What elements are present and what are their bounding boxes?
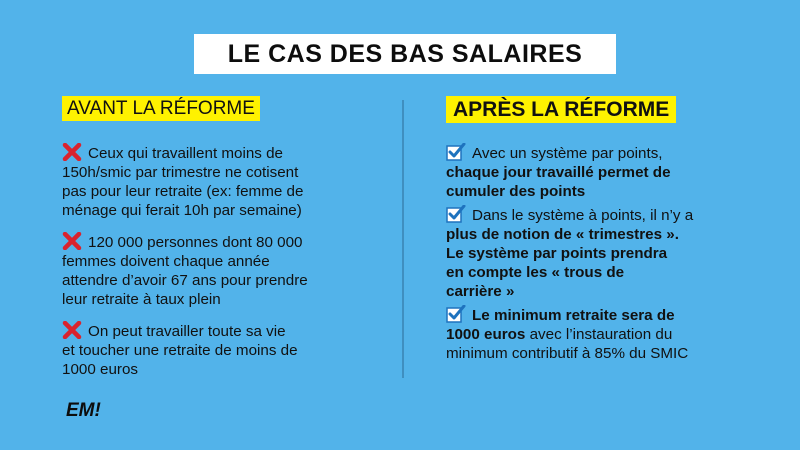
- red-cross-icon: [62, 232, 82, 250]
- page-title: LE CAS DES BAS SALAIRES: [227, 39, 583, 68]
- item-text: Ceux qui travaillent moins de: [88, 145, 284, 162]
- item-text-bold: Le minimum retraite sera de: [472, 307, 675, 324]
- column-divider: [402, 100, 404, 378]
- item-text: et toucher une retraite de moins de: [62, 342, 298, 359]
- item-text-bold: plus de notion de « trimestres ».: [446, 226, 679, 243]
- after-reform-item: [446, 305, 776, 363]
- item-text-bold: 1000 euros: [446, 326, 526, 343]
- em-logo: EM!: [66, 400, 101, 421]
- item-text: femmes doivent chaque année: [62, 253, 270, 270]
- item-text-bold: cumuler des points: [446, 183, 586, 200]
- item-text: attendre d’avoir 67 ans pour prendre: [62, 272, 308, 289]
- blue-checkbox-icon: [446, 143, 466, 161]
- blue-checkbox-icon: [446, 205, 466, 223]
- item-text-bold: Le système par points prendra: [446, 245, 668, 262]
- before-reform-item: [62, 232, 382, 309]
- item-text: pas pour leur retraite (ex: femme de: [62, 183, 304, 200]
- before-reform-column: [62, 96, 382, 379]
- item-text: 150h/smic par trimestre ne cotisent: [62, 164, 299, 181]
- after-reform-list: [446, 143, 776, 363]
- after-reform-column: [446, 96, 776, 363]
- after-reform-item: [446, 205, 776, 301]
- item-text: Avec un système par points,: [472, 145, 663, 162]
- red-cross-icon: [62, 321, 82, 339]
- item-text: 1000 euros: [62, 361, 138, 378]
- red-cross-icon: [62, 143, 82, 161]
- before-reform-heading: AVANT LA RÉFORME: [62, 96, 260, 121]
- item-text-bold: en compte les « trous de: [446, 264, 625, 281]
- item-text: minimum contributif à 85% du SMIC: [446, 345, 689, 362]
- after-reform-heading: APRÈS LA RÉFORME: [446, 96, 676, 123]
- item-text: On peut travailler toute sa vie: [88, 323, 286, 340]
- title-banner: [194, 34, 616, 74]
- item-text: 120 000 personnes dont 80 000: [88, 234, 303, 251]
- after-reform-item: [446, 143, 776, 201]
- item-text: ménage qui ferait 10h par semaine): [62, 202, 302, 219]
- item-text-bold: carrière »: [446, 283, 515, 300]
- item-text-bold: chaque jour travaillé permet de: [446, 164, 671, 181]
- item-text: avec l’instauration du: [525, 326, 673, 343]
- blue-checkbox-icon: [446, 305, 466, 323]
- item-text: Dans le système à points, il n’y a: [472, 207, 694, 224]
- before-reform-item: [62, 321, 382, 379]
- item-text: leur retraite à taux plein: [62, 291, 221, 308]
- before-reform-item: [62, 143, 382, 220]
- before-reform-list: [62, 143, 382, 379]
